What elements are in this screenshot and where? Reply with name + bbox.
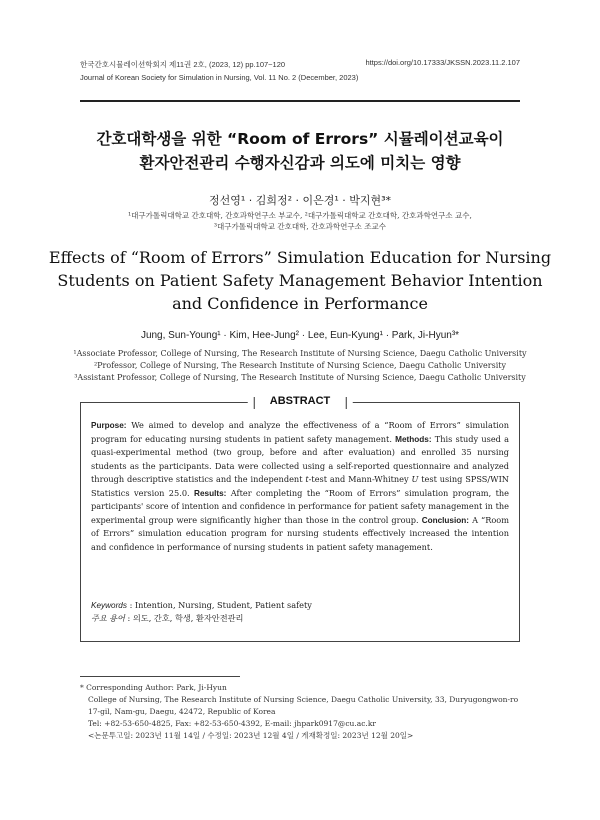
author-contact: Tel: +82-53-650-4825, Fax: +82-53-650-4392, E-mail: jhpark0917@cu.ac.kr: [88, 719, 376, 728]
keywords-ko-text: : 의도, 간호, 학생, 환자안전관리: [127, 613, 244, 623]
methods-text: This study used a quasi-experimental method (two group, before and after evaluation) and enrolled 35 nursing students as the participants. Data were collected using a self-reported questionnaire and analyzed through descriptive statistics and the independent: [91, 433, 510, 484]
methods-text: test using SPSS/WIN Statistics version 25.0.: [91, 474, 509, 498]
title-korean-line: 간호대학생을 위한 “Room of Errors” 시뮬레이션교육이: [96, 130, 504, 148]
keywords-block: [91, 599, 312, 625]
affiliation-line: ³대구가톨릭대학교 간호대학, 간호과학연구소 조교수: [214, 222, 386, 231]
journal-name-en: Journal of Korean Society for Simulation in Nursing, Vol. 11 No. 2 (December, 2023): [80, 73, 359, 82]
keywords-label: Keywords: [91, 601, 127, 610]
author-address: 17-gil, Nam-gu, Daegu, 42472, Republic of Korea: [88, 707, 276, 716]
affiliation-line: ³Assistant Professor, College of Nursing, The Research Institute of Nursing Science, Daegu Catholic University: [74, 373, 526, 382]
header-rule: [80, 100, 520, 102]
authors-english: Jung, Sun-Young¹ · Kim, Hee-Jung² · Lee, Eun-Kyung¹ · Park, Ji-Hyun³*: [140, 330, 460, 341]
doi-link[interactable]: https://doi.org/10.17333/JKSSN.2023.11.2.107: [365, 58, 520, 67]
title-korean: [0, 127, 600, 175]
abstract-body: [91, 419, 509, 554]
methods-label: Methods:: [395, 434, 432, 444]
purpose-text: We aimed to develop and analyze the effectiveness of a “Room of Errors” simulation program for educating nursing students in patient safety management.: [91, 420, 509, 444]
abstract-heading: ABSTRACT: [248, 395, 353, 407]
methods-text: -test and Mann-Whitney: [308, 474, 409, 484]
abstract-box: [80, 395, 520, 642]
corresponding-author-footnote: [80, 682, 520, 742]
affiliation-line: ²Professor, College of Nursing, The Research Institute of Nursing Science, Daegu Catholic University: [93, 361, 507, 370]
conclusion-text: A “Room of Errors” simulation education program for nursing students effectively increased the intention and confidence in performance of nursing students in patient safety management.: [91, 514, 509, 552]
methods-u-symbol: U: [411, 474, 419, 484]
title-korean-line: 환자안전관리 수행자신감과 의도에 미치는 영향: [139, 154, 461, 172]
corresponding-author-label: * Corresponding Author:: [80, 683, 174, 692]
purpose-label: Purpose:: [91, 421, 127, 430]
journal-name-ko: 한국간호시뮬레이션학회지 제11권 2호, (2023, 12) pp.107~120: [80, 60, 286, 69]
corresponding-author-name: Park, Ji-Hyun: [176, 683, 227, 692]
results-label: Results:: [194, 488, 227, 498]
affiliation-line: ¹대구가톨릭대학교 간호대학, 간호과학연구소 부교수, ²대구가톨릭대학교 간호대학, 간호과학연구소 교수,: [128, 211, 472, 220]
keywords-ko-label: 주요 용어: [91, 614, 125, 623]
author-address: College of Nursing, The Research Institute of Nursing Science, Daegu Catholic University, 33, Duryugongwon-ro: [88, 695, 519, 704]
methods-t-symbol: t: [305, 474, 309, 484]
affiliation-line: ¹Associate Professor, College of Nursing, The Research Institute of Nursing Science, Daegu Catholic University: [73, 349, 527, 358]
affiliations-korean: [0, 210, 600, 232]
submission-dates: <논문투고일: 2023년 11월 14일 / 수정일: 2023년 12월 4일 / 게재확정일: 2023년 12월 20일>: [88, 731, 414, 740]
footnote-rule: [80, 676, 240, 677]
authors-korean: 정선영¹ · 김희정² · 이은경¹ · 박지현³*: [208, 194, 392, 207]
title-english-line: Effects of “Room of Errors” Simulation Education for Nursing: [48, 248, 552, 267]
running-header: [80, 58, 358, 84]
affiliations-english: [0, 348, 600, 384]
title-english-line: and Confidence in Performance: [172, 294, 428, 313]
corresponding-author-line: [80, 682, 520, 694]
title-english: [0, 246, 600, 315]
keywords-text: : Intention, Nursing, Student, Patient safety: [129, 600, 312, 610]
keywords-ko-line: [91, 612, 312, 625]
conclusion-label: Conclusion:: [421, 515, 469, 525]
title-english-line: Students on Patient Safety Management Behavior Intention: [57, 271, 543, 290]
keywords-line: [91, 599, 312, 612]
results-text: After completing the “Room of Errors” simulation program, the participants' score of intention and confidence in performance for patient safety management in the experimental group were significantly higher than those in the control group.: [91, 487, 509, 525]
